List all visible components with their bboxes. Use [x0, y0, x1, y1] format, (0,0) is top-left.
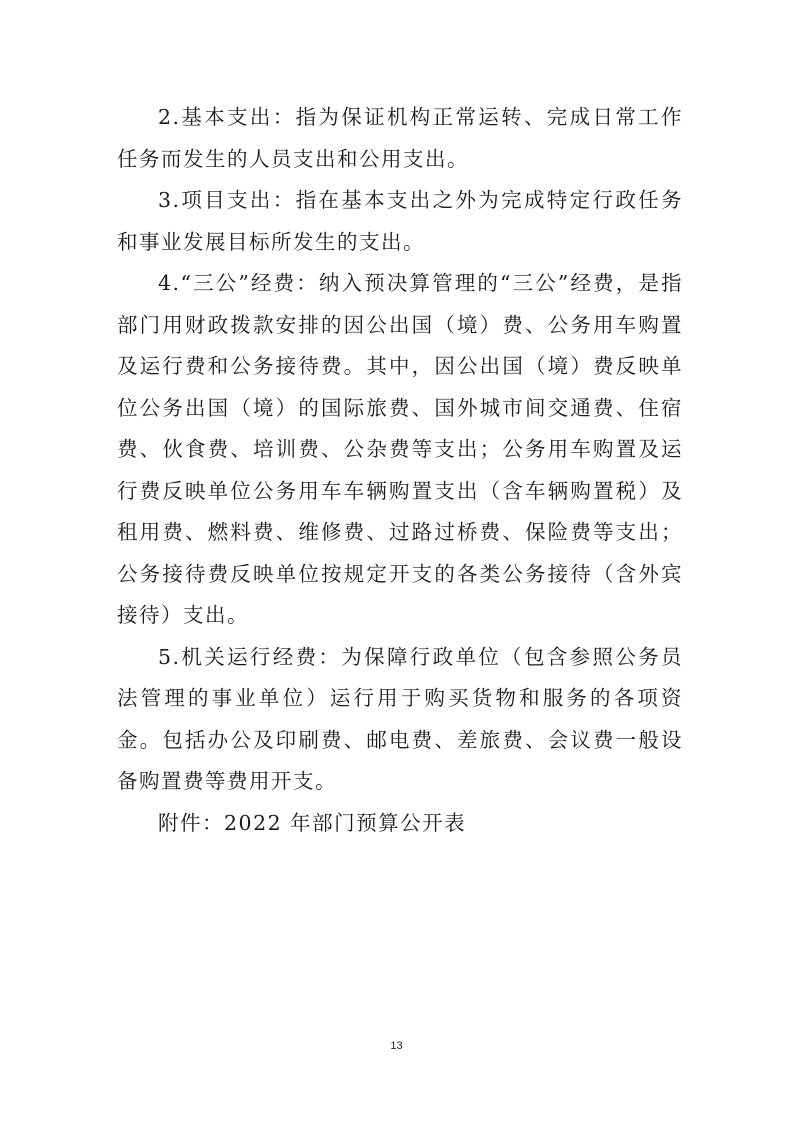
page-number: 13 [390, 1040, 403, 1052]
paragraph-project-expenditure: 3.项目支出：指在基本支出之外为完成特定行政任务和事业发展目标所发生的支出。 [117, 188, 683, 254]
paragraph-attachment: 附件：2022 年部门预算公开表 [158, 810, 467, 835]
body-text [117, 97, 683, 844]
paragraph-three-public-funds: 4.“三公”经费：纳入预决算管理的“三公”经费，是指部门用财政拨款安排的因公出国（境）费、公务用车购置及运行费和公务接待费。其中，因公出国（境）费反映单位公务出国（境）的国际旅费、国外城市间交通费、住宿费、伙食费、培训费、公杂费等支出；公务用车购置及运行费反映单位公务用车车辆购置支出（含车辆购置税）及租用费、燃料费、维修费、过路过桥费、保险费等支出；公务接待费反映单位按规定开支的各类公务接待（含外宾接待）支出。 [117, 271, 683, 627]
paragraph-basic-expenditure: 2.基本支出：指为保证机构正常运转、完成日常工作任务而发生的人员支出和公用支出。 [117, 105, 683, 171]
paragraph-operating-funds: 5.机关运行经费：为保障行政单位（包含参照公务员法管理的事业单位）运行用于购买货物和服务的各项资金。包括办公及印刷费、邮电费、差旅费、会议费一般设备购置费等费用开支。 [117, 644, 683, 793]
